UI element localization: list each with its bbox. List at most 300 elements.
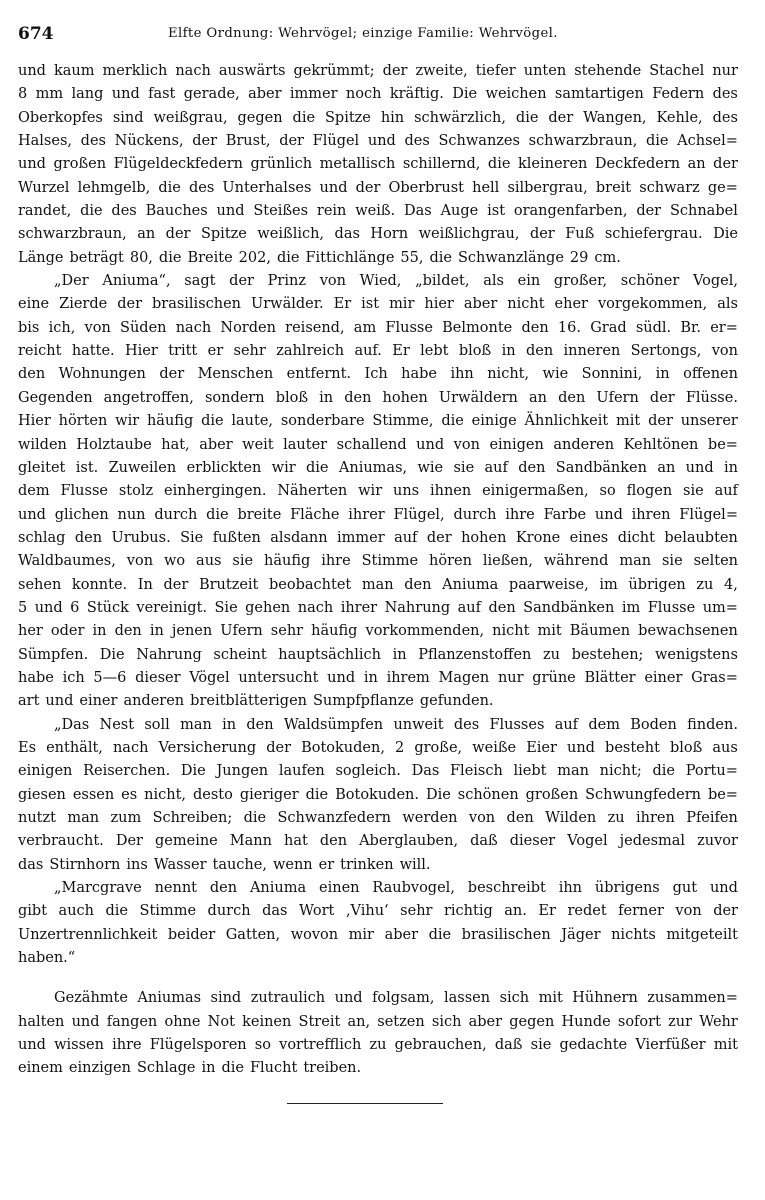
word: Urubus. xyxy=(111,529,171,546)
word: Stimme xyxy=(139,903,197,920)
word: desto xyxy=(192,786,233,803)
word: Das xyxy=(411,763,440,780)
word: des xyxy=(712,109,738,126)
word: der xyxy=(426,529,452,546)
word: Krone xyxy=(515,529,561,546)
word: Magen xyxy=(438,669,490,686)
word: 29 xyxy=(569,249,589,266)
word: ihrem xyxy=(386,669,430,686)
word: hören xyxy=(429,553,472,570)
word: wenn xyxy=(272,856,313,873)
word: die xyxy=(645,133,669,150)
word: nicht xyxy=(507,296,545,313)
word: samtartigen xyxy=(554,86,644,103)
word: die xyxy=(158,179,181,196)
word: schwarzbraun, xyxy=(528,133,638,150)
text-line xyxy=(18,1011,738,1034)
word: schiefergrau. xyxy=(604,226,703,243)
word: und xyxy=(367,133,396,150)
word: gleitet xyxy=(18,459,66,476)
word: in xyxy=(363,669,378,686)
text-line xyxy=(18,1057,738,1080)
word: man xyxy=(180,716,212,733)
word: der xyxy=(192,133,218,150)
body-text xyxy=(18,60,738,1081)
word: Sertongs, xyxy=(630,343,702,360)
word: kaum xyxy=(53,63,95,79)
word: wir xyxy=(271,459,296,476)
word: die xyxy=(221,1060,244,1077)
word: ‚Vihu‘ xyxy=(345,903,389,920)
word: lassen xyxy=(444,990,491,1007)
word: zu xyxy=(696,576,714,593)
word: weißgrau, xyxy=(153,109,228,126)
word: reisend, xyxy=(285,319,345,336)
word: ist xyxy=(361,296,380,313)
word: das xyxy=(18,856,44,873)
word: des xyxy=(80,133,106,150)
word: halten xyxy=(18,1013,65,1030)
word: aus xyxy=(712,739,738,756)
word: einigen xyxy=(489,436,544,453)
word: Urwäldern xyxy=(438,389,518,406)
word: einigermaßen, xyxy=(482,483,589,500)
word: Wohnungen xyxy=(58,366,146,383)
word: mm xyxy=(35,86,64,103)
word: dem xyxy=(588,716,620,733)
word: in xyxy=(92,623,107,640)
word: merklich xyxy=(102,63,168,79)
text-line xyxy=(18,340,738,363)
word: gebrauchen, xyxy=(394,1037,487,1054)
word: Bauches xyxy=(145,203,208,220)
word: beider xyxy=(167,926,216,943)
word: Zierde xyxy=(59,296,108,313)
word: an xyxy=(687,156,706,173)
word: hohen xyxy=(461,529,507,546)
word: Wangen, xyxy=(583,109,647,126)
text-line xyxy=(18,690,738,713)
word: des xyxy=(712,86,738,103)
text-line xyxy=(18,60,738,83)
word: setzen xyxy=(377,1013,425,1030)
word: als xyxy=(483,273,504,290)
word: Vierfüßer xyxy=(635,1037,706,1054)
word: Pfeifen xyxy=(686,810,738,826)
word: Ich xyxy=(364,366,388,383)
word: Nahrung xyxy=(136,646,202,663)
end-rule xyxy=(287,1103,443,1104)
word: Gatten, xyxy=(225,926,281,943)
word: in xyxy=(201,1060,216,1077)
word: Flucht xyxy=(249,1060,298,1077)
text-line xyxy=(18,434,738,457)
word: nicht xyxy=(492,623,530,640)
word: schillernd, xyxy=(402,156,481,173)
word: sich xyxy=(431,1013,462,1030)
word: eine xyxy=(18,296,50,313)
word: stehende xyxy=(574,63,642,79)
word: Wasser xyxy=(153,856,207,873)
word: nicht, xyxy=(487,366,530,383)
text-line xyxy=(18,410,738,433)
word: weißlichgrau, xyxy=(418,226,520,243)
word: nur xyxy=(497,669,524,686)
word: er= xyxy=(710,319,738,336)
word: Aniuma xyxy=(249,880,307,897)
word: an, xyxy=(347,1013,371,1030)
word: verbraucht. xyxy=(18,833,104,850)
word: so xyxy=(254,1037,271,1054)
word: bloß xyxy=(275,389,309,406)
word: und xyxy=(319,179,348,196)
word: sogleich. xyxy=(335,763,401,780)
word: immer xyxy=(289,86,338,103)
word: nach xyxy=(175,319,212,336)
text-line xyxy=(18,504,738,527)
word: Versicherung xyxy=(158,739,257,756)
word: nicht; xyxy=(599,763,642,780)
word: ist xyxy=(487,203,506,220)
word: die xyxy=(206,506,229,523)
text-line xyxy=(18,317,738,340)
word: die xyxy=(652,763,676,780)
word: weißlich, xyxy=(257,226,325,243)
word: aber xyxy=(384,926,419,943)
word: den xyxy=(319,833,348,850)
word: ihnen xyxy=(429,483,472,500)
word: auf xyxy=(714,483,738,500)
word: keinen xyxy=(242,1013,292,1030)
text-line xyxy=(18,247,738,270)
word: Pflanzenstoffen xyxy=(418,646,532,663)
word: gedachte xyxy=(559,1037,628,1054)
word: von xyxy=(711,343,738,360)
word: 202, xyxy=(238,249,271,266)
word: einige xyxy=(471,413,517,430)
word: nennt xyxy=(154,880,197,897)
word: hauptsächlich xyxy=(278,646,382,663)
word: essen xyxy=(72,786,115,803)
word: Die xyxy=(180,763,206,780)
word: zur xyxy=(668,1013,693,1030)
word: hell xyxy=(472,179,500,196)
word: Stachel xyxy=(649,63,705,79)
word: sie xyxy=(453,459,475,476)
text-line xyxy=(18,550,738,573)
word: hin xyxy=(380,109,405,126)
word: Flusse xyxy=(385,319,433,336)
word: ferner xyxy=(618,903,664,920)
word: wie xyxy=(542,366,569,383)
word: finden. xyxy=(687,716,738,733)
word: „Marcgrave xyxy=(54,880,142,897)
word: Menschen xyxy=(197,366,274,383)
word: Kehltönen xyxy=(623,436,699,453)
word: Streit xyxy=(298,1013,341,1030)
word: Flusse xyxy=(647,599,696,616)
word: nun xyxy=(117,506,146,523)
word: jedesmal xyxy=(619,833,686,850)
word: dicht xyxy=(617,529,655,546)
word: die xyxy=(515,109,539,126)
word: sie xyxy=(661,553,683,570)
word: der xyxy=(648,413,673,430)
word: fangen xyxy=(106,1013,158,1030)
word: die xyxy=(80,203,103,220)
word: Jungen xyxy=(216,763,269,780)
word: der xyxy=(229,273,254,290)
word: und xyxy=(71,1013,100,1030)
word: bloß xyxy=(458,343,492,360)
word: der xyxy=(649,389,675,406)
word: gekrümmt; xyxy=(293,63,375,79)
text-line xyxy=(18,223,738,246)
word: den xyxy=(488,599,516,616)
word: die xyxy=(201,413,224,430)
word: sie xyxy=(530,1037,552,1054)
word: auch xyxy=(58,903,94,920)
running-head: Elfte Ordnung: Wehrvögel; einzige Familie: Wehrvögel. xyxy=(168,26,558,41)
word: Holztaube xyxy=(76,436,152,453)
word: Die xyxy=(713,226,738,243)
word: und xyxy=(567,739,595,756)
word: und xyxy=(18,156,46,173)
word: die xyxy=(158,249,182,266)
word: dieser xyxy=(509,833,556,850)
word: des xyxy=(111,203,137,220)
word: Nückens, xyxy=(114,133,184,150)
text-line xyxy=(18,644,738,667)
text-line xyxy=(18,363,738,386)
word: die xyxy=(305,786,329,803)
word: Gegenden xyxy=(18,389,93,406)
word: zweite, xyxy=(415,63,468,79)
word: dem xyxy=(18,483,50,500)
word: einer xyxy=(644,669,683,686)
text-line xyxy=(18,527,738,550)
word: durch xyxy=(154,506,198,523)
word: habe xyxy=(18,669,54,686)
word: auf xyxy=(554,716,579,733)
word: aber xyxy=(248,86,282,103)
word: breite xyxy=(237,506,282,523)
word: lauter xyxy=(283,436,328,453)
word: der xyxy=(529,226,555,243)
word: den xyxy=(558,389,586,406)
word: in xyxy=(319,389,334,406)
word: von xyxy=(468,810,496,826)
word: Wehr xyxy=(699,1013,738,1030)
word: Sie xyxy=(180,529,204,546)
word: Schreiben; xyxy=(152,810,233,826)
word: 16. xyxy=(557,319,581,336)
word: weichen xyxy=(485,86,547,103)
word: anderen xyxy=(123,693,185,710)
word: das xyxy=(262,903,288,920)
word: stolz xyxy=(118,483,154,500)
word: großen xyxy=(525,786,579,803)
word: Aberglauben, xyxy=(359,833,459,850)
word: Grad xyxy=(590,319,627,336)
word: laufen xyxy=(278,763,325,780)
word: sind xyxy=(210,990,242,1007)
text-line xyxy=(18,107,738,130)
word: um= xyxy=(702,599,738,616)
word: breitblätterigen xyxy=(190,693,307,710)
word: Eier xyxy=(526,739,557,756)
word: kräftig. xyxy=(389,86,444,103)
word: er xyxy=(318,856,335,873)
text-line xyxy=(18,947,738,970)
word: gibt xyxy=(18,903,48,920)
word: die xyxy=(441,413,464,430)
text-line xyxy=(18,574,738,597)
word: eher xyxy=(554,296,588,313)
word: Hier xyxy=(18,413,51,430)
text-line xyxy=(18,270,738,293)
word: wilden xyxy=(18,436,67,453)
word: 55, xyxy=(400,249,424,266)
word: der xyxy=(636,203,662,220)
word: dieser xyxy=(135,669,181,686)
word: Farbe xyxy=(543,506,587,523)
text-line xyxy=(18,714,738,737)
word: ihre xyxy=(505,506,535,523)
word: uns xyxy=(392,483,420,500)
word: beobachtet xyxy=(269,576,352,593)
word: folgsam, xyxy=(372,990,435,1007)
word: Näherten xyxy=(277,483,348,500)
word: treiben. xyxy=(303,1060,362,1077)
word: redet xyxy=(567,903,607,920)
word: Spitze xyxy=(200,226,247,243)
word: große, xyxy=(414,739,463,756)
word: Er xyxy=(392,343,410,360)
word: der xyxy=(159,366,185,383)
word: habe xyxy=(401,366,437,383)
word: nach xyxy=(297,599,334,616)
word: Sümpfen. xyxy=(18,646,89,663)
word: Nahrung xyxy=(384,599,451,616)
word: Raubvogel, xyxy=(372,880,455,897)
word: an. xyxy=(504,903,527,920)
word: will. xyxy=(399,856,431,873)
text-line xyxy=(18,924,738,947)
word: so xyxy=(599,483,616,500)
word: immer xyxy=(337,529,385,546)
word: wovon xyxy=(290,926,339,943)
word: Unzertrennlichkeit xyxy=(18,926,158,943)
word: mit xyxy=(616,413,641,430)
word: Oberbrust xyxy=(388,179,465,196)
word: unweit xyxy=(393,716,444,733)
word: zum xyxy=(110,810,142,826)
word: beträgt xyxy=(69,249,124,266)
word: großen xyxy=(53,156,107,173)
word: Belmonte xyxy=(442,319,513,336)
word: Ufern xyxy=(220,623,263,640)
word: Fläche xyxy=(290,506,340,523)
word: übrigen xyxy=(628,576,686,593)
word: von xyxy=(453,436,480,453)
word: Brutzeit xyxy=(198,576,259,593)
word: randet, xyxy=(18,203,72,220)
word: richtig xyxy=(443,903,493,920)
word: 80, xyxy=(129,249,153,266)
word: einzigen xyxy=(68,1060,131,1077)
word: des xyxy=(189,179,215,196)
word: Waldbaumes, xyxy=(18,553,116,570)
word: weiß. xyxy=(355,203,396,220)
word: daß xyxy=(470,833,498,850)
word: Urwälder. xyxy=(251,296,324,313)
word: Brust, xyxy=(225,133,271,150)
word: schwarzbraun, xyxy=(18,226,127,243)
word: den xyxy=(344,389,372,406)
word: die xyxy=(243,810,267,826)
word: brasilischen xyxy=(461,926,551,943)
word: cm. xyxy=(594,249,621,266)
word: vorgekommen, xyxy=(597,296,708,313)
word: angetroffen, xyxy=(103,389,194,406)
word: Aniuma“, xyxy=(102,273,171,290)
word: Federn xyxy=(652,86,705,103)
word: orangenfarben, xyxy=(513,203,628,220)
word: zuvor xyxy=(697,833,738,850)
word: und xyxy=(18,506,46,523)
text-line xyxy=(18,387,738,410)
word: untersucht xyxy=(238,669,319,686)
text-line xyxy=(18,293,738,316)
word: hörten xyxy=(58,413,108,430)
word: und xyxy=(685,459,714,476)
word: Jäger xyxy=(561,926,601,943)
word: und xyxy=(416,436,445,453)
word: eines xyxy=(569,529,609,546)
word: von xyxy=(675,903,702,920)
word: mit xyxy=(538,990,563,1007)
word: unserer xyxy=(680,413,738,430)
word: nach xyxy=(112,739,149,756)
word: metallisch xyxy=(319,156,396,173)
word: man xyxy=(557,763,589,780)
word: in xyxy=(501,343,516,360)
word: Unterhalses xyxy=(222,179,312,196)
word: reicht xyxy=(18,343,62,360)
word: einhergingen. xyxy=(164,483,267,500)
text-line xyxy=(18,620,738,643)
word: den xyxy=(74,529,103,546)
word: die xyxy=(276,249,300,266)
word: in xyxy=(222,716,237,733)
word: nur xyxy=(712,63,738,79)
word: der xyxy=(713,903,738,920)
word: beschreibt xyxy=(467,880,546,897)
word: Wilden xyxy=(545,810,597,826)
page-header xyxy=(18,24,737,46)
word: nicht, xyxy=(144,786,187,803)
word: Horn xyxy=(370,226,409,243)
word: „Das xyxy=(54,716,90,733)
word: weiße xyxy=(472,739,517,756)
word: gefunden. xyxy=(419,693,494,710)
word: aber xyxy=(468,1013,503,1030)
word: ins xyxy=(126,856,148,873)
word: Wurzel xyxy=(18,179,70,196)
word: In xyxy=(137,576,153,593)
word: Sumpfpflanze xyxy=(313,693,414,710)
